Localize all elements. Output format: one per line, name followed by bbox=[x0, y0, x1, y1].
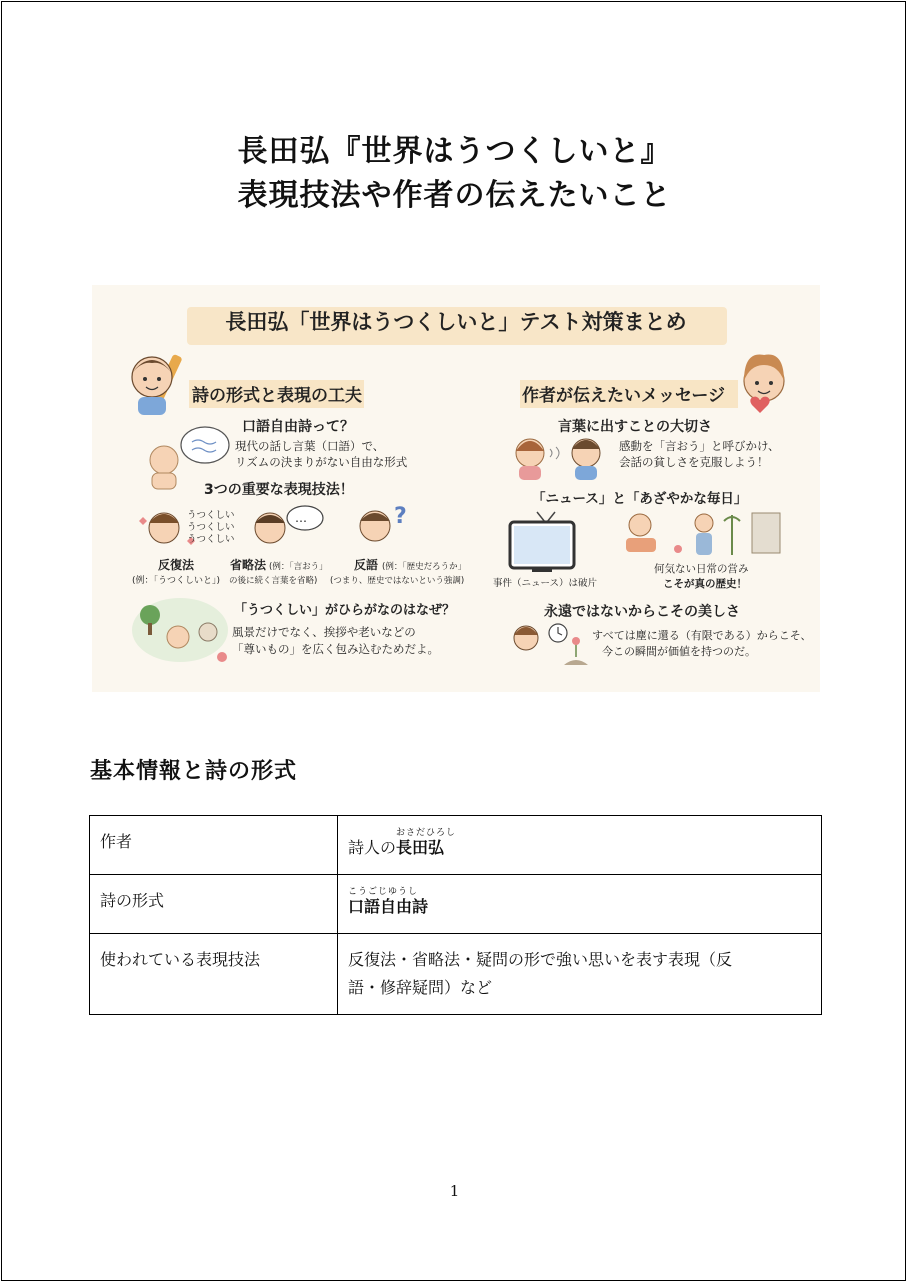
right-column bbox=[493, 355, 812, 665]
television-icon bbox=[510, 512, 574, 572]
form-furigana: こうごじゆうし bbox=[348, 887, 419, 897]
left-column bbox=[132, 354, 466, 662]
rhetorical-illustration bbox=[360, 504, 407, 541]
infographic-title: 長田弘「世界はうつくしいと」テスト対策まとめ bbox=[225, 310, 687, 334]
talking-children-icon bbox=[516, 439, 600, 480]
repeat-word-3: うつくしい bbox=[187, 534, 235, 545]
title-line-2: 表現技法や作者の伝えたいこと bbox=[237, 178, 672, 213]
technique-omission-note: の後に続く言葉を省略) bbox=[229, 576, 318, 586]
section-heading: 基本情報と詩の形式 bbox=[90, 759, 298, 784]
speaking-person-icon bbox=[150, 427, 229, 489]
tv-caption: 事件（ニュース）は破片 bbox=[493, 578, 598, 589]
message-1-heading: 言葉に出すことの大切さ bbox=[558, 419, 712, 435]
form-name: 口語自由詩 bbox=[348, 897, 429, 916]
omission-illustration bbox=[255, 506, 323, 543]
table-row bbox=[90, 934, 822, 1015]
author-name: 長田弘 bbox=[396, 838, 445, 857]
table-row bbox=[90, 875, 822, 934]
daily-caption-1: 何気ない日常の営み bbox=[654, 563, 749, 575]
row-label-form: 詩の形式 bbox=[90, 875, 338, 934]
repeat-word-1: うつくしい bbox=[187, 510, 235, 521]
hiragana-answer-2: 「尊いもの」を広く包み込むためだよ。 bbox=[232, 642, 439, 656]
title-line-1: 長田弘『世界はうつくしいと』 bbox=[237, 134, 672, 169]
right-heading: 作者が伝えたいメッセージ bbox=[522, 386, 725, 406]
author-furigana: おさだひろし bbox=[396, 828, 457, 838]
fleeting-time-illustration bbox=[514, 624, 588, 665]
technique-omission-note-inline: (例：「言おう」 bbox=[269, 562, 328, 572]
infographic-canvas bbox=[92, 285, 820, 692]
daily-caption-2: こそが真の歴史！ bbox=[663, 578, 747, 590]
technique-rhetorical-note: (つまり、歴史ではないという強調) bbox=[330, 576, 465, 586]
ellipsis-bubble-text: … bbox=[295, 511, 307, 525]
message-3-text-1: すべては塵に還る（有限である）からこそ、 bbox=[592, 629, 812, 642]
techniques-heading: 3つの重要な表現技法！ bbox=[204, 482, 354, 498]
document-title bbox=[2, 130, 907, 218]
techniques-text-line-1: 反復法・省略法・疑問の形で強い思いを表す表現（反 bbox=[348, 950, 733, 969]
row-label-author: 作者 bbox=[90, 816, 338, 875]
table-row bbox=[90, 816, 822, 875]
boy-with-pencil-icon bbox=[132, 354, 183, 415]
message-3-heading: 永遠ではないからこその美しさ bbox=[544, 604, 740, 620]
girl-with-heart-icon bbox=[744, 355, 784, 413]
hiragana-question: 「うつくしい」がひらがなのはなぜ？ bbox=[234, 603, 456, 618]
technique-omission-name: 省略法 bbox=[230, 558, 267, 572]
techniques-text-line-2: 語・修辞疑問）など bbox=[348, 978, 493, 997]
hiragana-answer-1: 風景だけでなく、挨拶や老いなどの bbox=[232, 625, 416, 639]
document-page bbox=[1, 1, 906, 1281]
row-value-techniques bbox=[338, 934, 822, 1015]
colloquial-desc-1: 現代の話し言葉（口語）で、 bbox=[235, 439, 385, 453]
repetition-illustration bbox=[139, 510, 235, 545]
nature-and-people-illustration bbox=[132, 598, 228, 662]
form-ruby-group bbox=[348, 887, 428, 921]
message-1-text-1: 感動を「言おう」と呼びかけ、 bbox=[619, 439, 780, 453]
message-3-text-2: 今この瞬間が価値を持つのだ。 bbox=[602, 645, 756, 658]
author-prefix: 詩人の bbox=[348, 838, 397, 857]
message-1-text-2: 会話の貧しさを克服しよう！ bbox=[619, 455, 769, 469]
left-heading: 詩の形式と表現の工夫 bbox=[192, 386, 362, 406]
row-value-form bbox=[338, 875, 822, 934]
message-2-heading: 「ニュース」と「あざやかな毎日」 bbox=[532, 491, 748, 507]
question-mark-icon: ? bbox=[394, 504, 407, 529]
row-value-author bbox=[338, 816, 822, 875]
technique-repetition-name: 反復法 bbox=[158, 558, 195, 572]
technique-rhetorical-note-inline: (例：「歴史だろうか」 bbox=[382, 562, 467, 572]
row-label-techniques: 使われている表現技法 bbox=[90, 934, 338, 1015]
basic-info-table bbox=[89, 815, 822, 1015]
daily-life-illustration bbox=[626, 513, 780, 555]
technique-repetition-note: (例：「うつくしいと」) bbox=[132, 576, 221, 586]
technique-rhetorical-name: 反語 bbox=[354, 558, 379, 572]
colloquial-question: 口語自由詩って？ bbox=[242, 419, 354, 435]
repeat-word-2: うつくしい bbox=[187, 522, 235, 533]
author-ruby-group bbox=[396, 828, 456, 862]
page-number: 1 bbox=[449, 1182, 460, 1200]
colloquial-desc-2: リズムの決まりがない自由な形式 bbox=[235, 455, 408, 469]
summary-infographic bbox=[92, 285, 820, 692]
